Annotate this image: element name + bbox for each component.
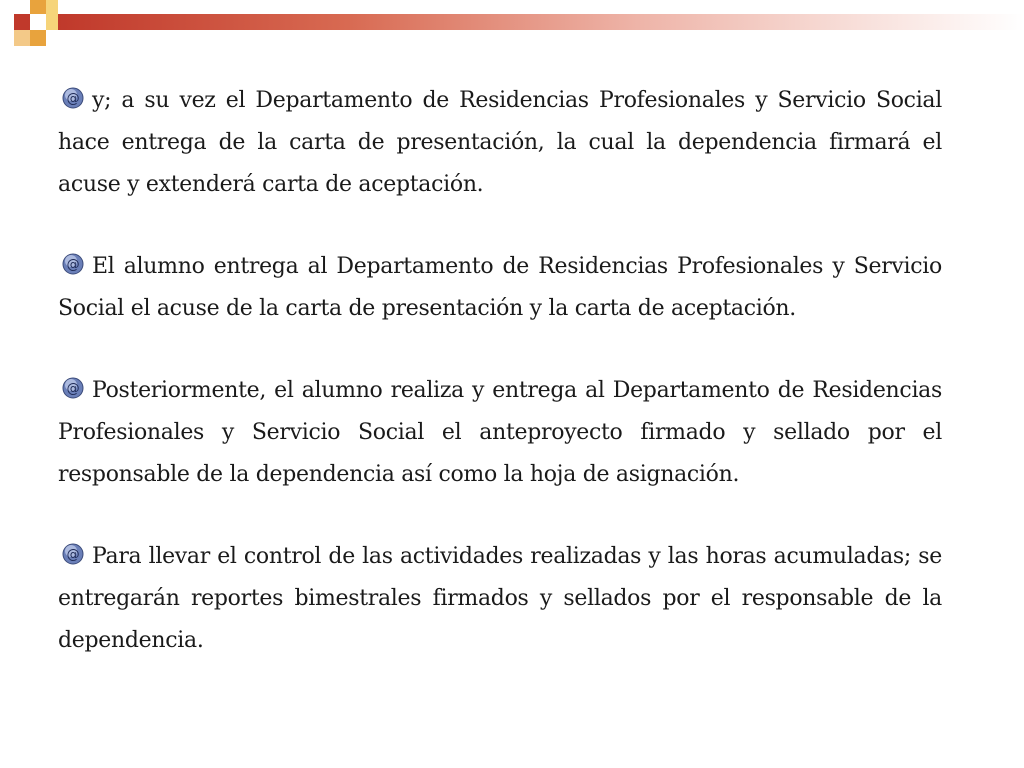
deco-square-gold [30,30,46,46]
paragraph-text: Para llevar el control de las actividades realizadas y las horas acumuladas; se entregarán reportes bimestrales firmados y sellados por el responsable de la dependencia. [58,544,942,653]
svg-text:@: @ [66,547,80,563]
paragraph-3 [58,370,942,496]
deco-square-yellow [46,0,58,14]
paragraph-text: y; a su vez el Departamento de Residencias Profesionales y Servicio Social hace entrega de la carta de presentación, la cual la dependencia firmará el acuse y extenderá carta de aceptación. [58,88,942,197]
at-sign-globe-icon [62,87,84,109]
paragraph-2 [58,246,942,330]
svg-text:@: @ [66,381,80,397]
paragraph-text: Posteriormente, el alumno realiza y entrega al Departamento de Residencias Profesionales y Servicio Social el anteproyecto firmado y sellado por el responsable de la dependencia así como la hoja de asignación. [58,378,942,487]
paragraph-text: El alumno entrega al Departamento de Residencias Profesionales y Servicio Social el acuse de la carta de presentación y la carta de aceptación. [58,254,942,321]
paragraph-4 [58,536,942,662]
deco-square-red [14,14,30,30]
svg-text:@: @ [66,257,80,273]
at-sign-globe-icon [62,253,84,275]
paragraph-1 [58,80,942,206]
at-sign-globe-icon [62,377,84,399]
deco-square-light [14,30,30,46]
at-sign-globe-icon [62,543,84,565]
deco-square-gold [30,0,46,14]
svg-text:@: @ [66,91,80,107]
deco-gradient-bar [58,14,1024,30]
deco-square-yellow [46,14,58,30]
header-decoration [0,0,1024,60]
slide-body [58,80,942,702]
